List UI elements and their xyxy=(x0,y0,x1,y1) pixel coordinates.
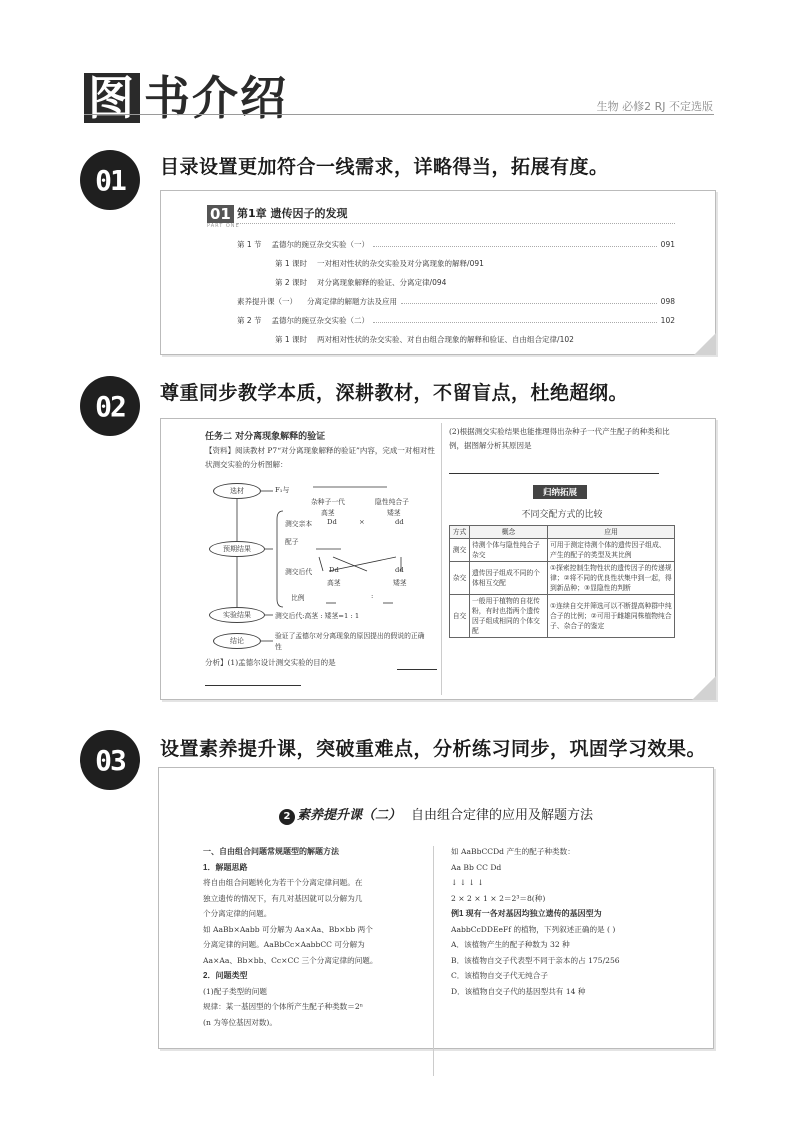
diagram-off-left-pheno: 高茎 xyxy=(327,579,341,587)
lesson-series: 素养提升课（二） xyxy=(296,808,401,823)
answer-blank[interactable] xyxy=(449,473,659,474)
table-header: 方式 xyxy=(450,526,470,539)
toc-row[interactable] xyxy=(237,315,675,326)
analysis-text: 分析】(1)孟德尔设计测交实验的目的是 xyxy=(205,658,336,667)
comparison-table xyxy=(449,525,675,638)
option-a[interactable]: A．该植物产生的配子种数为 32 种 xyxy=(451,940,570,949)
lesson-text-line: (1)配子类型的问题 xyxy=(203,986,267,996)
diagram-conclusion: 验证了孟德尔对分离现象的原因提出的假说的正确性 xyxy=(275,632,425,651)
lesson-text-line: 如 AaBbCCDd 产生的配子种类数： xyxy=(451,847,575,856)
toc-row[interactable] xyxy=(237,239,675,250)
toc-row-text: 孟德尔的豌豆杂交实验（一） xyxy=(271,240,370,249)
lesson-heading xyxy=(159,804,713,825)
textbook-sample-panel xyxy=(160,418,716,700)
table-row xyxy=(450,562,675,595)
toc-row-page: 102 xyxy=(660,316,675,325)
toc-row-label: 第 1 节 xyxy=(237,240,262,249)
option-d[interactable]: D．该植物自交子代的基因型共有 14 种 xyxy=(451,986,586,996)
diagram-ratio-label: 比例 xyxy=(291,594,305,602)
table-header: 应用 xyxy=(548,526,675,539)
lesson-text-line: AabbCcDDEeFf 的植物，下列叙述正确的是 ( ) xyxy=(451,924,616,934)
table-cell-concept: 待测个体与隐性纯合子杂交 xyxy=(470,539,548,562)
option-c[interactable]: C．该植物自交子代无纯合子 xyxy=(451,971,548,980)
toc-row-label: 素养提升课（一） xyxy=(237,297,297,306)
diagram-node-result: 实验结果 xyxy=(209,607,265,623)
column-divider xyxy=(441,423,442,695)
diagram-result: 测交后代:高茎 : 矮茎=1 : 1 xyxy=(275,612,360,620)
toc-row-label: 第 1 课时 xyxy=(275,259,308,268)
page-header-title xyxy=(84,62,288,128)
lesson-sample-panel xyxy=(158,767,714,1049)
summary-tag: 归纳拓展 xyxy=(533,485,587,499)
lesson-number-badge: 2 xyxy=(279,809,295,825)
table-row xyxy=(450,595,675,638)
page-curl xyxy=(694,333,716,355)
diagram-cross-right: dd xyxy=(395,518,404,526)
toc-row-text: 两对相对性状的杂交实验、对自由组合现象的解释和验证、自由组合定律/102 xyxy=(317,335,574,344)
header-title-first-char: 图 xyxy=(84,73,140,123)
analysis-question-2: (2)根据测交实验结果也能推理得出杂种子一代产生配子的种类和比例，据图解分析其原因是 xyxy=(449,427,670,450)
toc-row-page: 098 xyxy=(660,297,675,306)
diagram-gamete: 配子 xyxy=(285,538,299,546)
table-cell-concept: 遗传因子组成不同的个体相互交配 xyxy=(470,562,548,595)
lesson-left-column xyxy=(203,844,429,1030)
diagram-right-pheno: 隐性纯合子 xyxy=(375,498,409,506)
header-subtitle: 生物 必修2 RJ 不定选版 xyxy=(596,100,713,113)
toc-leader xyxy=(401,298,657,304)
section-heading-02: 尊重同步教学本质，深耕教材，不留盲点，杜绝超纲。 xyxy=(160,382,629,404)
section-heading-03: 设置素养提升课，突破重难点，分析练习同步，巩固学习效果。 xyxy=(160,738,707,760)
toc-row-text: 孟德尔的豌豆杂交实验（二） xyxy=(271,316,370,325)
lesson-text-line: (n 为等位基因对数)。 xyxy=(203,1017,277,1027)
task-material: 【资料】阅读教材 P7“对分离现象解释的验证”内容，完成一对相对性状测交实验的分析图解： xyxy=(205,446,435,469)
lesson-text-line: Aa×Aa、Bb×bb、Cc×CC 三个分离定律的问题。 xyxy=(203,955,378,965)
section-number-badge-01: 01 xyxy=(80,150,140,210)
lesson-text-line: Aa Bb CC Dd xyxy=(451,862,502,872)
diagram-ratio-colon: : xyxy=(371,592,374,600)
section-number-badge-02: 02 xyxy=(80,376,140,436)
toc-part-number: 01 xyxy=(207,205,234,223)
table-cell-use: ①探索控制生物性状的遗传因子的传递规律；②将不同的优良性状集中到一起，得到新品种；③显隐性的判断 xyxy=(548,562,675,595)
option-b[interactable]: B．该植物自交子代表型不同于亲本的占 175/256 xyxy=(451,955,620,965)
table-cell-use: 可用于测定待测个体的遗传因子组成、产生的配子的类型及其比例 xyxy=(548,539,675,562)
diagram-off-right-pheno: 矮茎 xyxy=(393,579,407,587)
table-cell-mode: 测交 xyxy=(450,539,470,562)
toc-chapter-title: 第1章 遗传因子的发现 xyxy=(237,207,348,220)
section-number-badge-03: 03 xyxy=(80,730,140,790)
toc-leader xyxy=(373,317,657,323)
toc-row[interactable] xyxy=(275,334,675,345)
diagram-f1: F₁与 xyxy=(275,486,290,494)
lesson-text-line: 2．问题类型 xyxy=(203,971,248,980)
header-title-rest: 书介绍 xyxy=(144,71,288,125)
diagram-left-pheno: 杂种子一代 xyxy=(311,498,345,506)
toc-panel xyxy=(160,190,716,355)
table-header: 概念 xyxy=(470,526,548,539)
table-cell-use: ①连续自交并筛选可以不断提高种群中纯合子的比例；②可用于雌雄同株植物纯合子、杂合子的鉴定 xyxy=(548,595,675,638)
diagram-off-left: Dd xyxy=(329,566,339,574)
toc-part-label: PART ONE xyxy=(207,223,240,229)
table-row xyxy=(450,539,675,562)
lesson-text-line: 规律：某一基因型的个体所产生配子种类数＝2ⁿ xyxy=(203,1002,363,1011)
toc-row[interactable] xyxy=(275,258,675,269)
answer-blank[interactable] xyxy=(397,669,437,670)
diagram-right-pheno2: 矮茎 xyxy=(387,509,401,517)
diagram-offspring-label: 测交后代 xyxy=(285,568,313,576)
toc-leader xyxy=(373,241,657,247)
lesson-text-line: 2 × 2 × 1 × 2＝2³＝8(种) xyxy=(451,893,546,903)
page-curl xyxy=(692,676,716,700)
comparison-table-title: 不同交配方式的比较 xyxy=(521,510,603,520)
lesson-text-line: 一、自由组合问题常规题型的解题方法 xyxy=(203,847,339,856)
header-rule xyxy=(84,114,714,115)
example-title: 例1 现有一各对基因均独立遗传的基因型为 xyxy=(451,909,602,918)
diagram-cross-left: Dd xyxy=(327,518,337,526)
toc-row-text: 对分离现象解释的验证、分离定律/094 xyxy=(317,278,447,287)
diagram-node-conclusion: 结论 xyxy=(213,633,261,649)
toc-row-label: 第 1 课时 xyxy=(275,335,308,344)
lesson-text-line: 将自由组合问题转化为若干个分离定律问题。在 xyxy=(203,878,363,887)
toc-chapter-rule xyxy=(237,223,675,224)
table-cell-mode: 自交 xyxy=(450,595,470,638)
answer-blank[interactable] xyxy=(205,685,301,686)
table-cell-concept: 一般用于植物的自花传粉，有时也指两个遗传因子组成相同的个体交配 xyxy=(470,595,548,638)
lesson-text-line: 个分离定律的问题。 xyxy=(203,909,272,918)
column-divider xyxy=(433,846,434,1076)
diagram-cross-x: × xyxy=(359,518,365,526)
diagram-node-material: 选材 xyxy=(213,483,261,499)
diagram-off-right: dd xyxy=(395,566,404,574)
toc-row-page: 091 xyxy=(660,240,675,249)
lesson-text-line: 分离定律的问题。AaBbCc×AabbCC 可分解为 xyxy=(203,940,365,949)
lesson-text-line: 1．解题思路 xyxy=(203,862,248,872)
lesson-text-line: ↓ ↓ ↓ ↓ xyxy=(451,878,484,887)
toc-row-text: 分离定律的解题方法及应用 xyxy=(307,297,397,306)
lesson-text-line: 独立遗传的情况下，有几对基因就可以分解为几 xyxy=(203,893,363,903)
toc-row-label: 第 2 节 xyxy=(237,316,262,325)
table-cell-mode: 杂交 xyxy=(450,562,470,595)
diagram-left-pheno2: 高茎 xyxy=(321,509,335,517)
diagram-node-expected: 预期结果 xyxy=(209,541,265,557)
lesson-title: 自由组合定律的应用及解题方法 xyxy=(411,808,594,823)
lesson-right-column xyxy=(451,844,691,999)
diagram-cross-label: 测交亲本 xyxy=(285,520,313,528)
toc-row[interactable] xyxy=(237,296,675,307)
lesson-text-line: 如 AaBb×Aabb 可分解为 Aa×Aa、Bb×bb 两个 xyxy=(203,924,373,934)
section-heading-01: 目录设置更加符合一线需求，详略得当，拓展有度。 xyxy=(160,156,609,178)
task-title: 任务二 对分离现象解释的验证 xyxy=(205,432,326,442)
toc-row-label: 第 2 课时 xyxy=(275,278,308,287)
toc-row[interactable] xyxy=(275,277,675,288)
toc-row-text: 一对相对性状的杂交实验及对分离现象的解释/091 xyxy=(317,259,484,268)
